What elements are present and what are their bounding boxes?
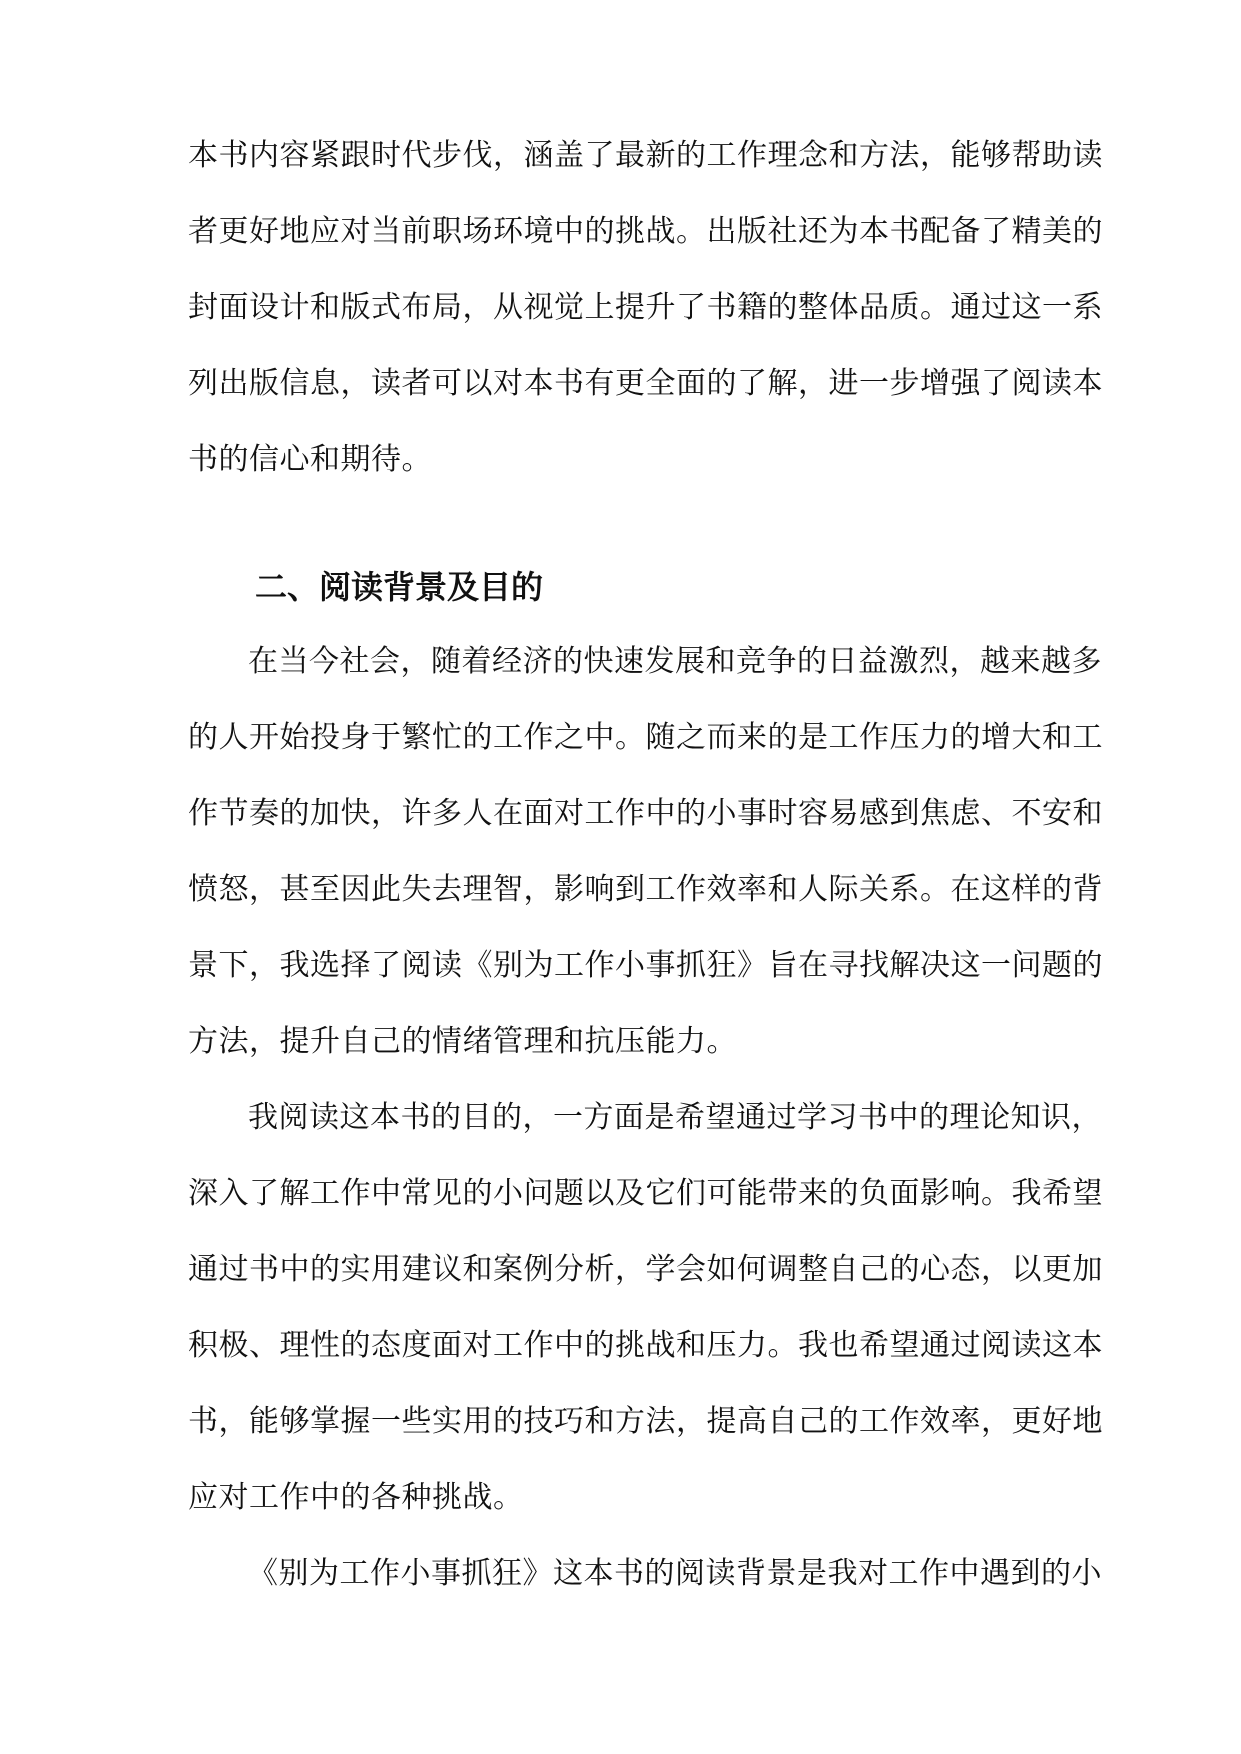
paragraph-line: 本书内容紧跟时代步伐，涵盖了最新的工作理念和方法，能够帮助读 (188, 138, 1103, 173)
paragraph-line: 的人开始投身于繁忙的工作之中。随之而来的是工作压力的增大和工 (188, 720, 1103, 755)
paragraph-line: 书，能够掌握一些实用的技巧和方法，提高自己的工作效率，更好地 (188, 1404, 1103, 1439)
paragraph-line: 深入了解工作中常见的小问题以及它们可能带来的负面影响。我希望 (188, 1176, 1103, 1211)
paragraph-line: 者更好地应对当前职场环境中的挑战。出版社还为本书配备了精美的 (188, 214, 1103, 249)
paragraph-line: 《别为工作小事抓狂》这本书的阅读背景是我对工作中遇到的小 (248, 1556, 1102, 1591)
paragraph-line: 书的信心和期待。 (188, 442, 432, 477)
paragraph-line: 景下，我选择了阅读《别为工作小事抓狂》旨在寻找解决这一问题的 (188, 948, 1103, 983)
paragraph-line: 积极、理性的态度面对工作中的挑战和压力。我也希望通过阅读这本 (188, 1328, 1103, 1363)
paragraph-line: 列出版信息，读者可以对本书有更全面的了解，进一步增强了阅读本 (188, 366, 1103, 401)
paragraph-line: 应对工作中的各种挑战。 (188, 1480, 524, 1515)
paragraph-line: 方法，提升自己的情绪管理和抗压能力。 (188, 1024, 737, 1059)
paragraph-line: 通过书中的实用建议和案例分析，学会如何调整自己的心态，以更加 (188, 1252, 1103, 1287)
paragraph-line: 在当今社会，随着经济的快速发展和竞争的日益激烈，越来越多 (248, 644, 1102, 679)
paragraph-line: 作节奏的加快，许多人在面对工作中的小事时容易感到焦虑、不安和 (188, 796, 1103, 831)
paragraph-line: 封面设计和版式布局，从视觉上提升了书籍的整体品质。通过这一系 (188, 290, 1103, 325)
paragraph-line: 我阅读这本书的目的，一方面是希望通过学习书中的理论知识， (248, 1100, 1102, 1135)
paragraph-line: 愤怒，甚至因此失去理智，影响到工作效率和人际关系。在这样的背 (188, 872, 1103, 907)
section-heading: 二、阅读背景及目的 (255, 568, 544, 606)
